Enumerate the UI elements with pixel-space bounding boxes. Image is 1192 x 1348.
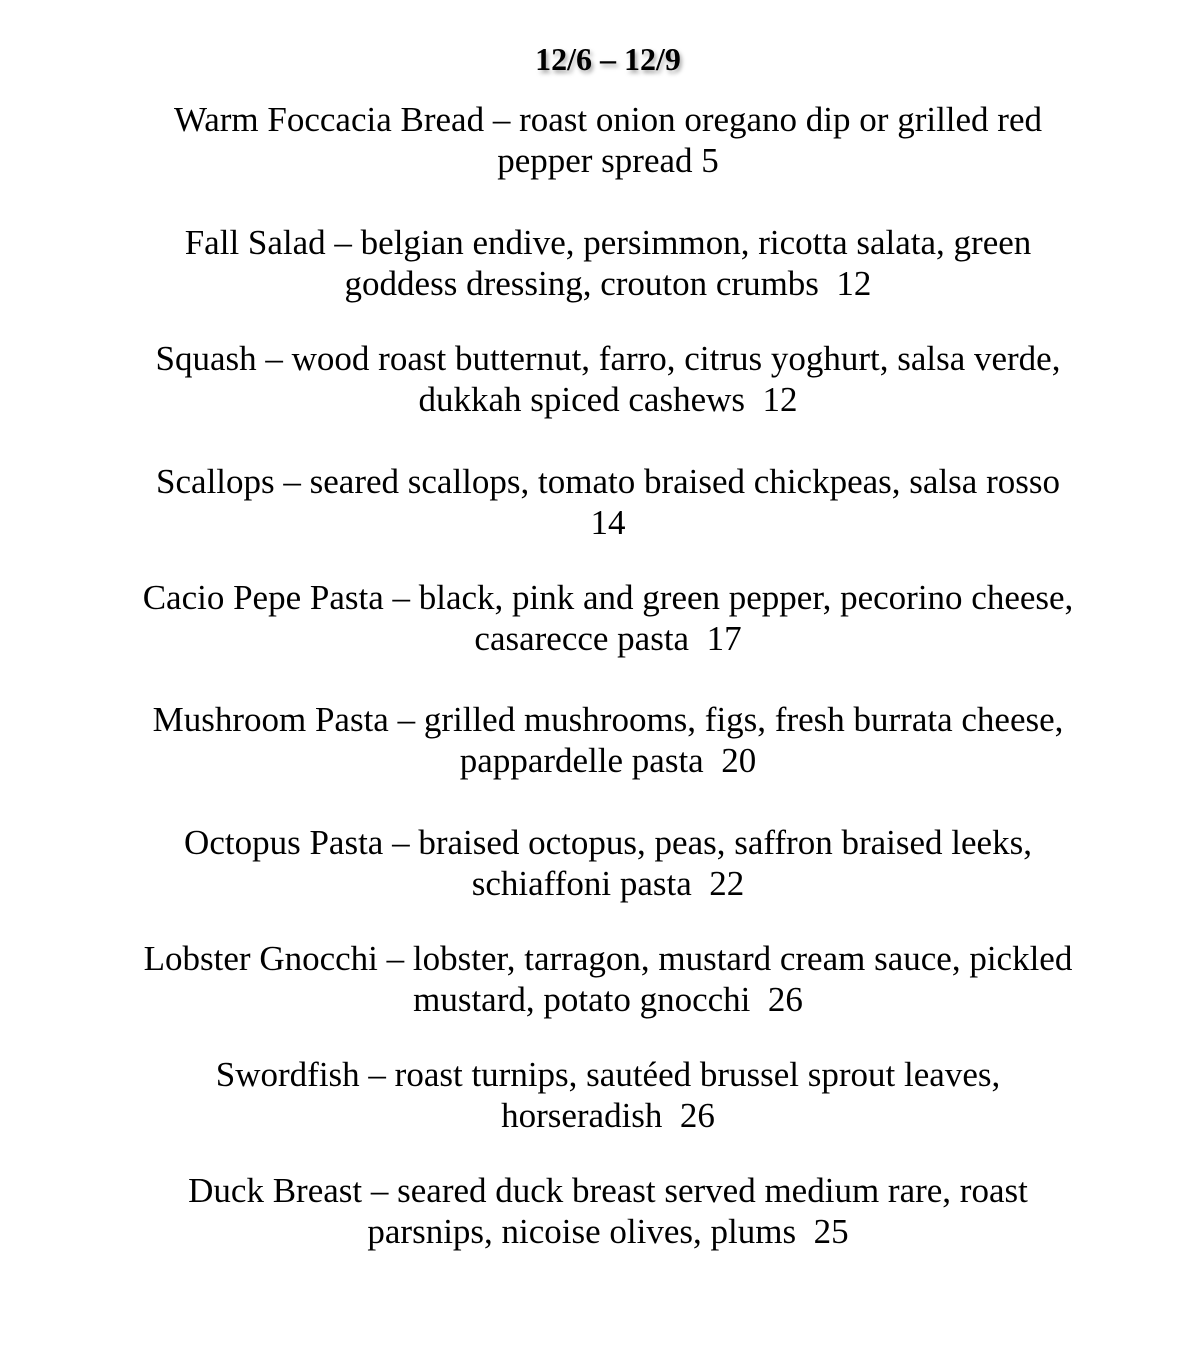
menu-item-line: Fall Salad – belgian endive, persimmon, ricotta salata, green: [184, 223, 1032, 262]
menu-item-line: Warm Foccacia Bread – roast onion oregano dip or grilled red: [174, 100, 1042, 139]
menu-item-line: Octopus Pasta – braised octopus, peas, saffron braised leeks,: [184, 823, 1032, 862]
menu-item-line: Lobster Gnocchi – lobster, tarragon, mustard cream sauce, pickled: [143, 939, 1073, 978]
menu-item-line: Squash – wood roast butternut, farro, citrus yoghurt, salsa verde,: [155, 339, 1061, 378]
menu-item-line: pepper spread 5: [497, 141, 719, 180]
menu-item-line: casarecce pasta 17: [474, 619, 742, 658]
menu-item-line: Scallops – seared scallops, tomato braised chickpeas, salsa rosso: [156, 462, 1060, 501]
menu-item-line: Cacio Pepe Pasta – black, pink and green pepper, pecorino cheese,: [142, 578, 1074, 617]
menu-item: [0, 222, 1192, 304]
menu-item-line: mustard, potato gnocchi 26: [413, 980, 803, 1019]
menu-item-line: dukkah spiced cashews 12: [418, 380, 798, 419]
menu-item: [0, 822, 1192, 904]
menu-item: [0, 699, 1192, 781]
menu-item-line: Duck Breast – seared duck breast served medium rare, roast: [188, 1171, 1028, 1210]
menu-item: [0, 577, 1192, 659]
menu-item: [0, 1170, 1192, 1252]
menu-item-line: Mushroom Pasta – grilled mushrooms, figs, fresh burrata cheese,: [152, 700, 1064, 739]
menu-item-line: pappardelle pasta 20: [459, 741, 757, 780]
menu-item-line: schiaffoni pasta 22: [471, 864, 745, 903]
menu-item: [0, 938, 1192, 1020]
menu-item-line: parsnips, nicoise olives, plums 25: [367, 1212, 849, 1251]
menu-item-line: 14: [590, 503, 626, 542]
date-range-header: 12/6 – 12/9: [535, 41, 681, 77]
menu-item: [0, 99, 1192, 181]
menu-item-line: goddess dressing, crouton crumbs 12: [344, 264, 872, 303]
menu-item-line: horseradish 26: [501, 1096, 715, 1135]
menu-item: [0, 338, 1192, 420]
menu-item-line: Swordfish – roast turnips, sautéed brussel sprout leaves,: [215, 1055, 1001, 1094]
menu-item: [0, 1054, 1192, 1136]
menu-item: [0, 461, 1192, 543]
